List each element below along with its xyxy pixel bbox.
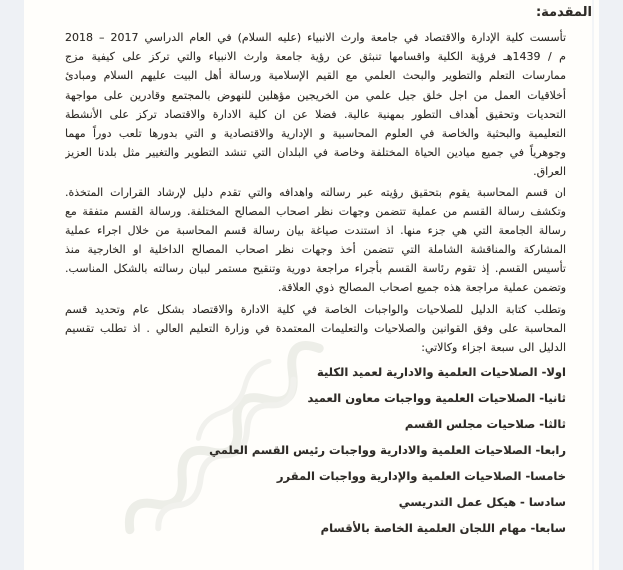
- list-item-fourth: رابعا- الصلاحيات العلمية والادارية وواجبات رئيس القسم العلمي: [209, 443, 566, 458]
- paragraph-line: وتضمن عملية مراجعة هذه جميع اصحاب المصالح ذوي العلاقة.: [277, 281, 566, 295]
- paragraph-line: رسالة الجامعة التي هي جزء منها. اذ استندت صياغة بيان رسالة قسم المحاسبة من خلال اجراء عملية: [65, 223, 566, 237]
- intro-paragraph-1: [32, 28, 592, 182]
- document-page: [24, 0, 599, 570]
- intro-heading: المقدمة:: [535, 5, 592, 20]
- page-edge-line: [592, 0, 594, 570]
- paragraph-line: التحديات وتحقيق أهداف التطور بمهنية عالية. فضلا عن ان كلية الادارة والاقتصاد تركز على الأنشطة: [65, 107, 566, 121]
- paragraph-line: التعليمية والبحثية والخاصة في العلوم المحاسبية و الإدارية والاقتصادية و التي بدورها تلعب دوراً مهما: [65, 126, 566, 140]
- paragraph-line: ممارسات التعلم والتطوير والبحث العلمي مع القيم الإسلامية ورسالة أهل البيت عليهم السلام ومبادئ: [65, 69, 566, 83]
- paragraph-line: أخلاقيات العمل من اجل خلق جيل علمي من الخريجين مؤهلين للنهوض بالمجتمع وقادرين على مواجهة: [65, 88, 566, 102]
- accounting-dept-paragraph: [32, 183, 592, 298]
- paragraph-line: تأسيس القسم. إذ تقوم رئاسة القسم بأجراء مراجعة دورية وتنقيح مستمر لبيان رسالته بالشكل المناسب.: [65, 262, 566, 276]
- guide-sections-list: [32, 363, 592, 538]
- paragraph-line: تأسست كلية الإدارة والاقتصاد في جامعة وارث الانبياء (عليه السلام) في العام الدراسي 2017 – 2018: [65, 31, 566, 44]
- list-item-seventh: سابعا- مهام اللجان العلمية الخاصة بالأقسام: [320, 521, 566, 536]
- guide-structure-paragraph: [32, 300, 592, 358]
- list-item-fifth: خامسا- الصلاحيات العلمية والإدارية وواجبات المقرر: [276, 469, 566, 484]
- paragraph-line: وجوهرياً في جميع ميادين الحياة المختلفة وخاصة في البلدان التي تنشد التطوير والتغيير مثل بلدنا العزيز: [65, 146, 566, 160]
- paragraph-line: المشاركة والمناقشة الشاملة التي تتضمن أخذ وجهات نظر اصحاب المصالح الداخلية او الخارجية منذ: [65, 243, 566, 257]
- list-item-first: اولا- الصلاحيات العلمية والادارية لعميد الكلية: [316, 365, 566, 380]
- paragraph-line: ان قسم المحاسبة يقوم بتحقيق رؤيته عبر رسالته واهدافه والتي تقدم دليل لإرشاد القرارات المتخذة.: [65, 185, 566, 199]
- document-content: [32, 4, 592, 545]
- paragraph-line: المحاسبة على وفق القوانين والصلاحيات والتعليمات المعتمدة في وزارة التعليم العالي . اذ تطلب تقسيم: [65, 321, 566, 335]
- paragraph-line: م / 1439هـ فرؤية الكلية واقسامها تنبثق عن رؤية جامعة وارث الانبياء والتي تركز على كيفية مزج: [65, 50, 566, 64]
- paragraph-line: العراق.: [533, 165, 566, 179]
- list-item-third: ثالثا- صلاحيات مجلس القسم: [404, 417, 566, 432]
- paragraph-line: وتكشف رسالة القسم من عملية تتضمن وجهات نظر اصحاب المصالح المختلفة. ورسالة القسم متفقة مع: [65, 204, 566, 218]
- paragraph-line: وتطلب كتابة الدليل للصلاحيات والواجبات الخاصة في كلية الادارة والاقتصاد بشكل عام وتحديد قسم: [65, 302, 566, 316]
- paragraph-line: الدليل الى سبعة اجزاء وكالاتي:: [421, 341, 566, 354]
- list-item-sixth: سادسا - هيكل عمل التدريسي: [398, 495, 566, 510]
- list-item-second: ثانيا- الصلاحيات العلمية وواجبات معاون العميد: [307, 391, 566, 406]
